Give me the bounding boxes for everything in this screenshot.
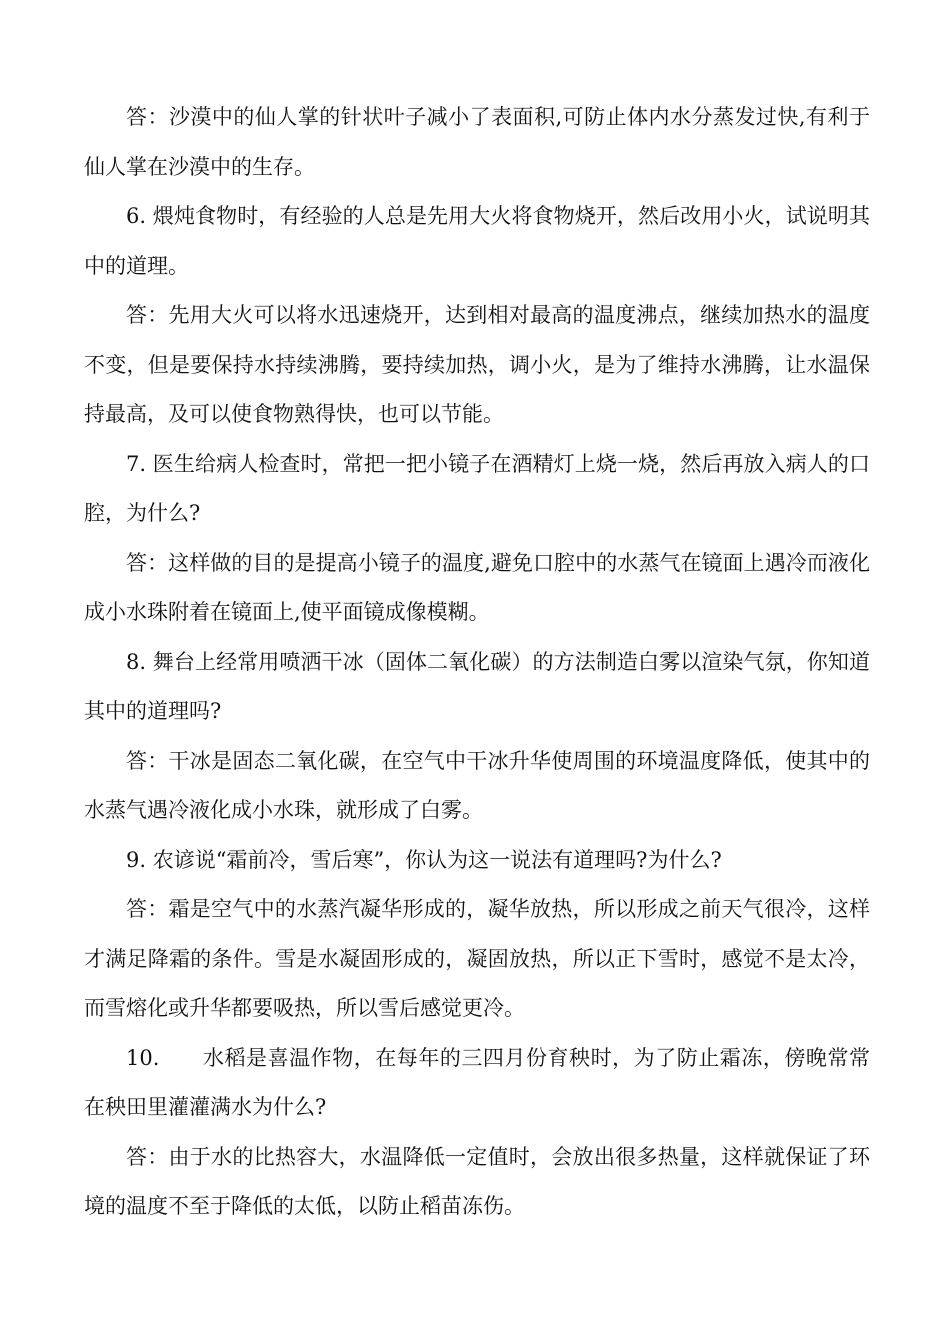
answer-10-paragraph: 答：由于水的比热容大，水温降低一定值时，会放出很多热量，这样就保证了环境的温度不至于降低的太低，以防止稻苗冻伤。: [84, 1144, 870, 1218]
answer-7-paragraph: 答：这样做的目的是提高小镜子的温度,避免口腔中的水蒸气在镜面上遇冷而液化成小水珠附着在镜面上,使平面镜成像模糊。: [84, 550, 870, 624]
answer-5-paragraph: 答：沙漠中的仙人掌的针状叶子减小了表面积,可防止体内水分蒸发过快,有利于仙人掌在沙漠中的生存。: [84, 105, 870, 179]
question-7-paragraph: 7. 医生给病人检查时，常把一把小镜子在酒精灯上烧一烧，然后再放入病人的口腔，为什么?: [84, 451, 870, 525]
question-8-paragraph: 8. 舞台上经常用喷洒干冰（固体二氧化碳）的方法制造白雾以渲染气氛，你知道其中的道理吗?: [84, 649, 870, 723]
question-9-paragraph: 9. 农谚说“霜前冷，雪后寒”，你认为这一说法有道理吗?为什么?: [126, 847, 722, 872]
question-6-paragraph: 6. 煨炖食物时，有经验的人总是先用大火将食物烧开，然后改用小火，试说明其中的道理。: [84, 204, 870, 278]
answer-8-paragraph: 答：干冰是固态二氧化碳，在空气中干冰升华使周围的环境温度降低，使其中的水蒸气遇冷液化成小水珠，就形成了白雾。: [84, 748, 870, 822]
answer-6-paragraph: 答：先用大火可以将水迅速烧开，达到相对最高的温度沸点，继续加热水的温度不变，但是要保持水持续沸腾，要持续加热，调小火，是为了维持水沸腾，让水温保持最高，及可以使食物熟得快，也可以节能。: [84, 303, 870, 426]
answer-9-paragraph: 答：霜是空气中的水蒸汽凝华形成的，凝华放热，所以形成之前天气很冷，这样才满足降霜的条件。雪是水凝固形成的，凝固放热，所以正下雪时，感觉不是太冷，而雪熔化或升华都要吸热，所以雪后感觉更冷。: [84, 897, 870, 1020]
question-10-paragraph: 10. 水稻是喜温作物，在每年的三四月份育秧时，为了防止霜冻，傍晚常常在秧田里灌灌满水为什么?: [84, 1045, 870, 1119]
document-page: [84, 93, 870, 1232]
